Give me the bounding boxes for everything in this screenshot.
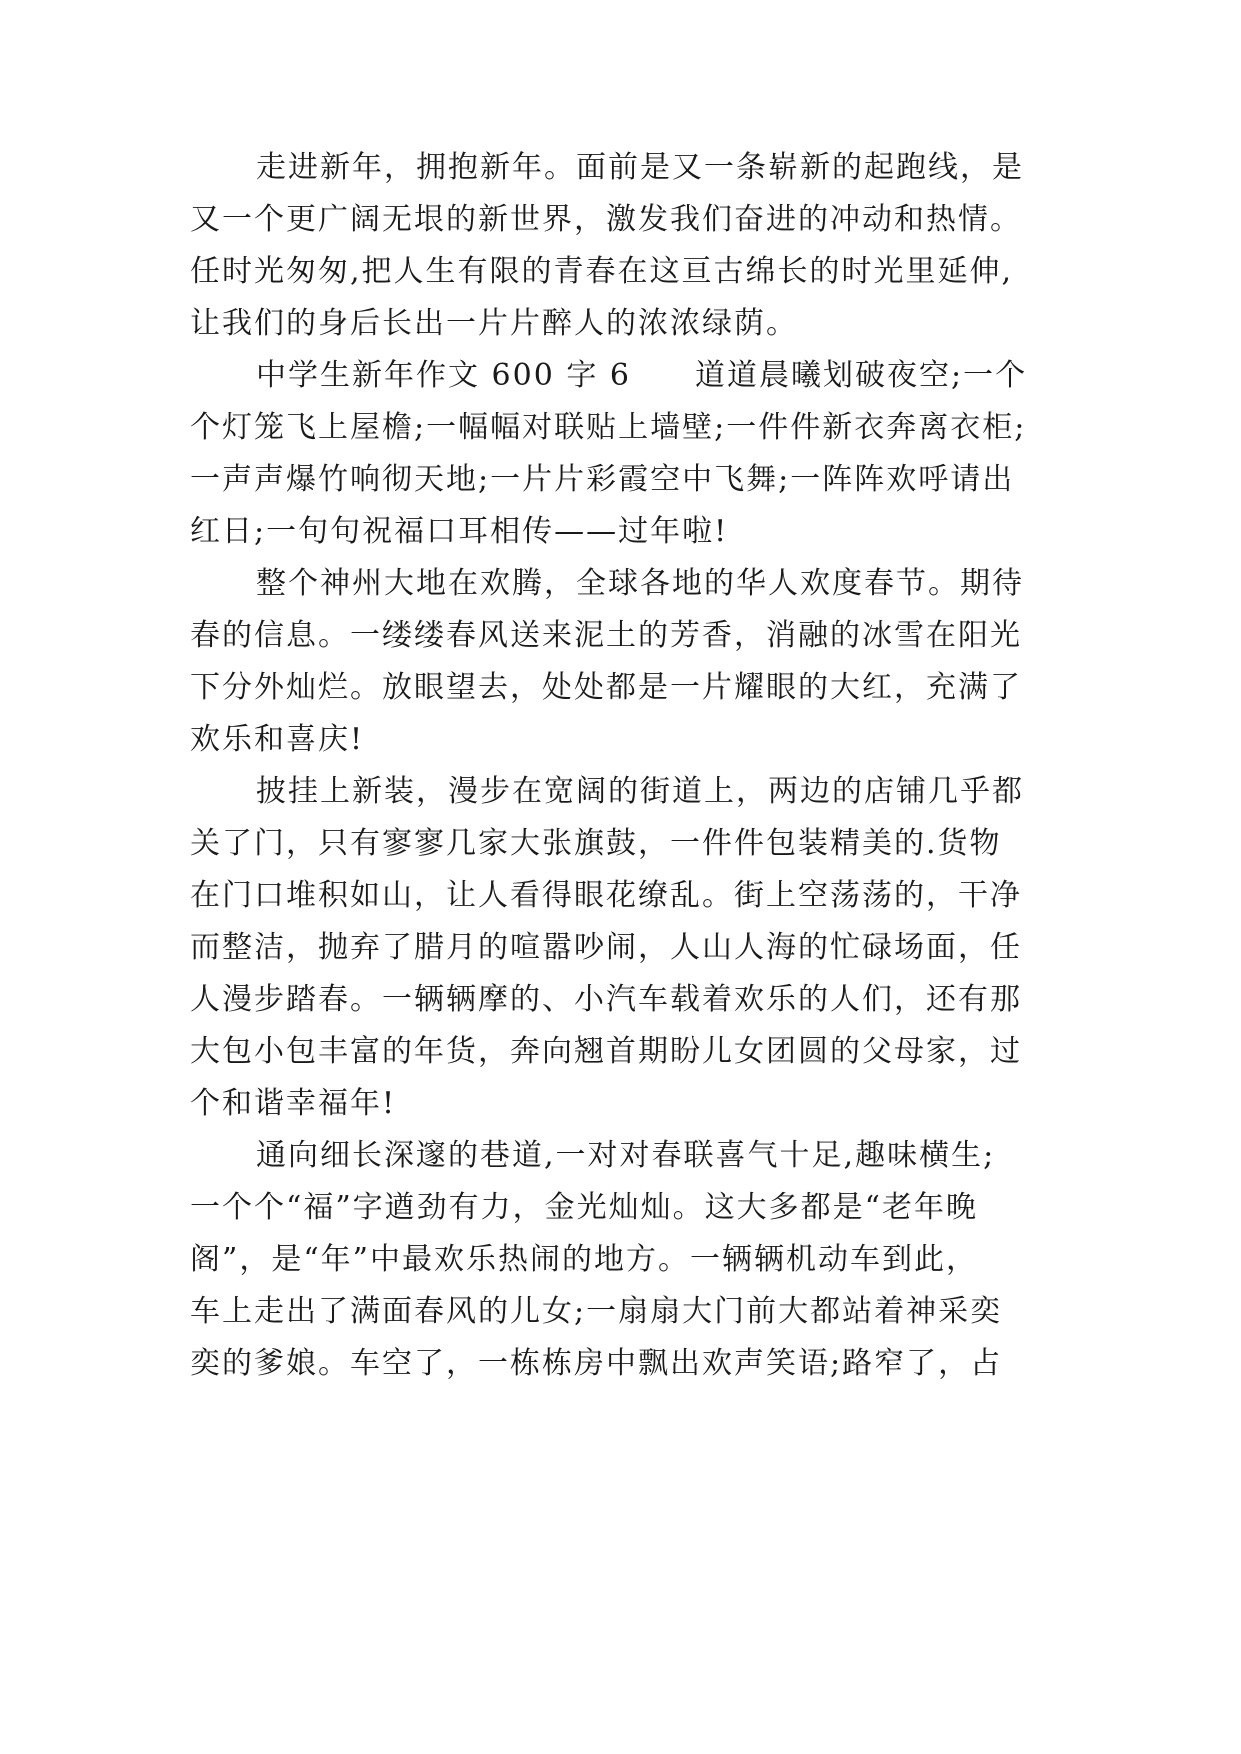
text-line: 奕的爹娘。车空了，一栋栋房中飘出欢声笑语;路窄了，占: [190, 1346, 1003, 1381]
text-line: 披挂上新装，漫步在宽阔的街道上，两边的店铺几乎都: [256, 774, 1024, 809]
text-line: 个灯笼飞上屋檐;一幅幅对联贴上墙壁;一件件新衣奔离衣柜;: [190, 410, 1027, 445]
text-line: 通向细长深邃的巷道,一对对春联喜气十足,趣味横生;: [256, 1138, 996, 1173]
text-line: 一声声爆竹响彻天地;一片片彩霞空中飞舞;一阵阵欢呼请出: [190, 462, 1015, 497]
text-line: 又一个更广阔无垠的新世界，激发我们奋进的冲动和热情。: [190, 202, 1022, 237]
text-line: 关了门，只有寥寥几家大张旗鼓，一件件包装精美的.货物: [190, 826, 1002, 861]
text-line: 任时光匆匆,把人生有限的青春在这亘古绵长的时光里延伸,: [190, 254, 1014, 289]
text-line: 红日;一句句祝福口耳相传——过年啦!: [190, 514, 729, 549]
text-line: 个和谐幸福年!: [190, 1086, 397, 1121]
text-line: 车上走出了满面春风的儿女;一扇扇大门前大都站着神采奕: [190, 1294, 1003, 1329]
text-line: 而整洁，抛弃了腊月的喧嚣吵闹，人山人海的忙碌场面，任: [190, 930, 1022, 965]
text-line: 欢乐和喜庆!: [190, 722, 365, 757]
text-line: 让我们的身后长出一片片醉人的浓浓绿荫。: [190, 306, 798, 341]
text-line: 在门口堆积如山，让人看得眼花缭乱。街上空荡荡的，干净: [190, 878, 1022, 913]
text-line: 走进新年，拥抱新年。面前是又一条崭新的起跑线，是: [256, 150, 1024, 185]
text-line: 阁”，是“年”中最欢乐热闹的地方。一辆辆机动车到此，: [190, 1242, 979, 1277]
text-line: 大包小包丰富的年货，奔向翘首期盼儿女团圆的父母家，过: [190, 1034, 1022, 1069]
text-line: 人漫步踏春。一辆辆摩的、小汽车载着欢乐的人们，还有那: [190, 982, 1022, 1017]
text-line: 整个神州大地在欢腾，全球各地的华人欢度春节。期待: [256, 566, 1024, 601]
text-line: 春的信息。一缕缕春风送来泥土的芳香，消融的冰雪在阳光: [190, 618, 1022, 653]
text-line: 中学生新年作文 600 字 6 道道晨曦划破夜空;一个: [256, 358, 1028, 393]
text-line: 下分外灿烂。放眼望去，处处都是一片耀眼的大红，充满了: [190, 670, 1022, 705]
text-line: 一个个“福”字遒劲有力，金光灿灿。这大多都是“老年晚: [190, 1190, 979, 1225]
